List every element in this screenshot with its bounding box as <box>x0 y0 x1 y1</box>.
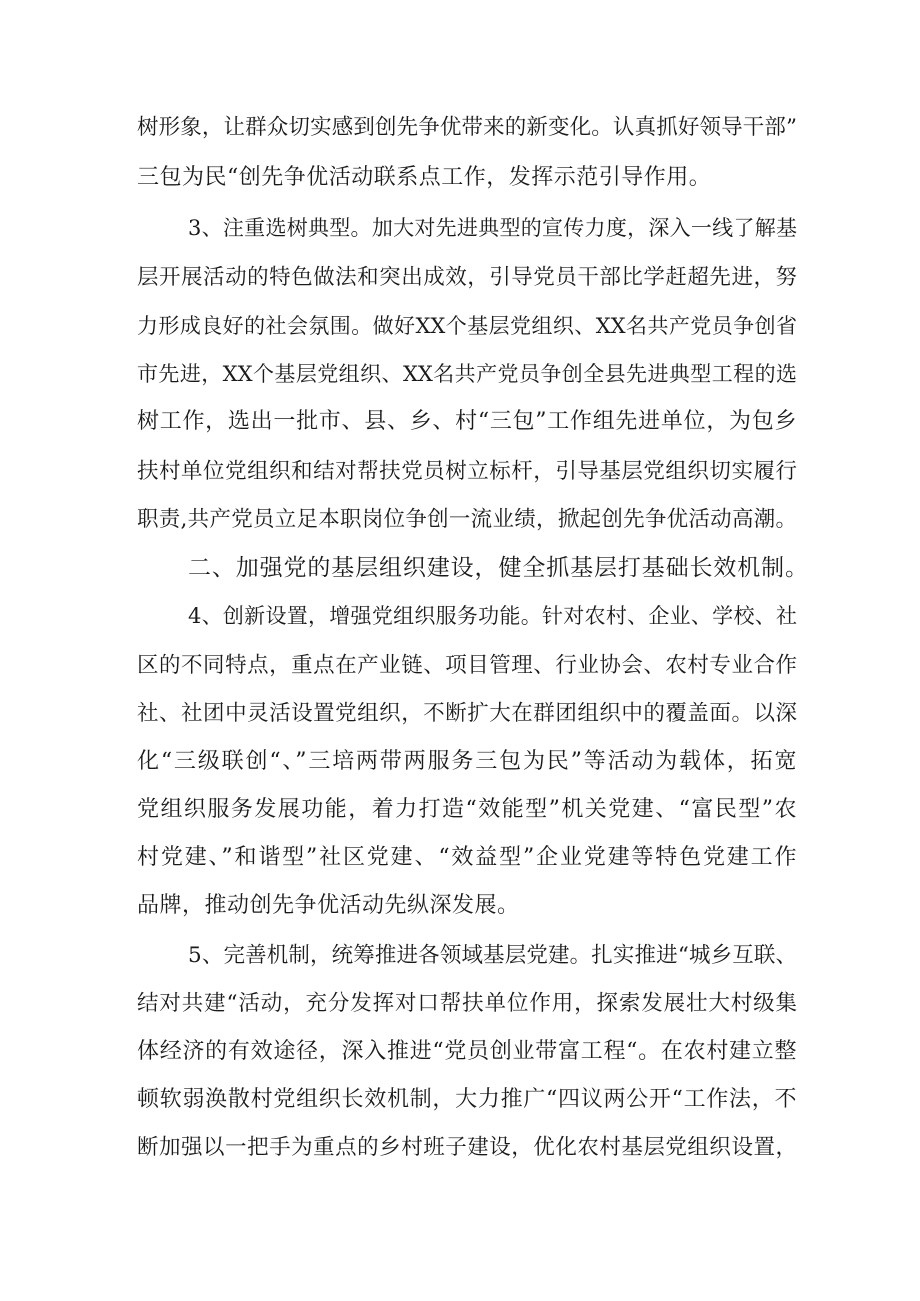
paragraph-3-line-7: 品牌，推动创先争优活动先纵深发展。 <box>137 893 520 918</box>
paragraph-1-line-1: 树形象，让群众切实感到创先争优带来的新变化。认真抓好领导干部” <box>137 115 797 140</box>
paragraph-2-line-3: 力形成良好的社会氛围。做好XX个基层党组织、XX名共产党员争创省 <box>137 314 797 338</box>
paragraph-2-line-4: 市先进，XX个基层党组织、XX名共产党员争创全县先进典型工程的选 <box>137 362 797 386</box>
paragraph-4-line-3: 体经济的有效途径，深入推进“党员创业带富工程“。在农村建立整 <box>137 1039 797 1064</box>
paragraph-4-line-4: 顿软弱涣散村党组织长效机制，大力推广“四议两公开“工作法，不 <box>137 1087 797 1112</box>
paragraph-3-line-3: 社、社团中灵活设置党组织，不断扩大在群团组织中的覆盖面。以深 <box>137 701 797 726</box>
paragraph-4-line-5: 断加强以一把手为重点的乡村班子建设，优化农村基层党组织设置， <box>137 1135 797 1160</box>
paragraph-4-line-2: 结对共建“活动，充分发挥对口帮扶单位作用，探索发展壮大村级集 <box>137 991 797 1016</box>
section-heading-2: 二、加强党的基层组织建设，健全抓基层打基础长效机制。 <box>188 555 808 581</box>
paragraph-3-line-2: 区的不同特点，重点在产业链、项目管理、行业协会、农村专业合作 <box>137 653 797 678</box>
paragraph-3-line-4: 化“三级联创“、”三培两带两服务三包为民”等活动为载体，拓宽 <box>137 749 797 774</box>
paragraph-3-line-1: 4、创新设置，增强党组织服务功能。针对农村、企业、学校、社 <box>188 604 797 628</box>
paragraph-2-line-7: 职责,共产党员立足本职岗位争创一流业绩，掀起创先争优活动高潮。 <box>137 507 797 532</box>
paragraph-2-line-6: 扶村单位党组织和结对帮扶党员树立标杆，引导基层党组织切实履行 <box>137 459 797 484</box>
paragraph-3-line-6: 村党建、”和谐型”社区党建、“效益型”企业党建等特色党建工作 <box>137 845 797 870</box>
paragraph-1-line-2: 三包为民“创先争优活动联系点工作，发挥示范引导作用。 <box>137 165 712 190</box>
paragraph-4-line-1: 5、完善机制，统筹推进各领域基层党建。扎实推进“城乡互联、 <box>188 943 797 968</box>
paragraph-2-line-1: 3、注重选树典型。加大对先进典型的宣传力度，深入一线了解基 <box>188 216 797 240</box>
paragraph-3-line-5: 党组织服务发展功能，着力打造“效能型”机关党建、“富民型”农 <box>137 797 797 822</box>
paragraph-2-line-2: 层开展活动的特色做法和突出成效，引导党员干部比学赶超先进，努 <box>137 265 797 290</box>
paragraph-2-line-5: 树工作，选出一批市、县、乡、村“三包”工作组先进单位，为包乡 <box>137 409 797 434</box>
